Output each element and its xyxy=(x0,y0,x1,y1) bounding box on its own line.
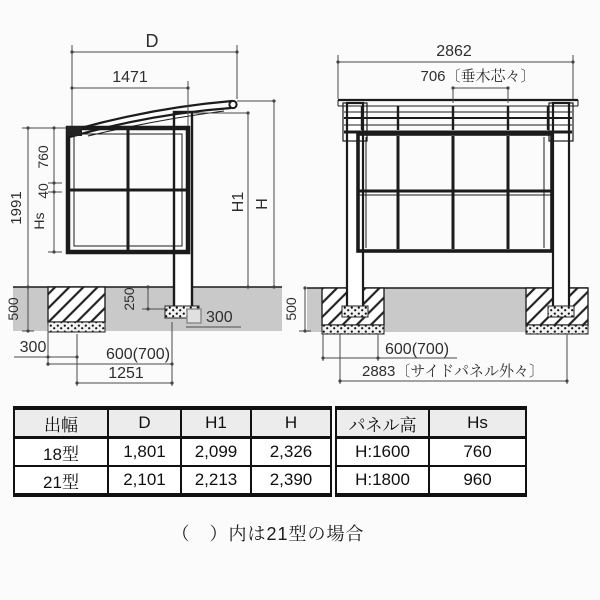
roof-band xyxy=(338,100,578,132)
spec-header-type: 出幅 xyxy=(14,408,108,438)
roof-bracket xyxy=(67,126,82,136)
front-panel-grid xyxy=(358,134,552,251)
spec-cell: 2,390 xyxy=(251,466,331,495)
panel-cell: 960 xyxy=(429,466,526,495)
spec-table xyxy=(13,406,332,497)
roof-arc-inner xyxy=(88,111,224,136)
foundation-gravel-left xyxy=(322,325,384,334)
panel-header-hs: Hs xyxy=(429,408,526,438)
front-view-dims xyxy=(299,55,575,384)
dim-depth-D: D xyxy=(145,31,159,51)
dim-250: 250 xyxy=(121,287,137,311)
dim-706-rafter: 706〔垂木芯々〕 xyxy=(420,68,536,85)
dim-500-left: 500 xyxy=(5,297,21,321)
spec-table-header-row xyxy=(14,408,331,438)
spec-cell: 1,801 xyxy=(108,438,181,467)
spec-cell: 2,213 xyxy=(181,466,251,495)
roof-tip-cap xyxy=(229,101,236,108)
panel-row-1600 xyxy=(336,438,526,467)
dim-H1: H1 xyxy=(230,191,247,213)
footing-square-symbol xyxy=(187,309,201,323)
spec-cell: 2,326 xyxy=(251,438,331,467)
dim-2883-side-panel: 2883〔サイドパネル外々〕 xyxy=(361,363,545,380)
post-left-gravel xyxy=(342,306,368,317)
post-right xyxy=(553,103,569,315)
panel-height-table xyxy=(335,406,527,497)
dim-600-700-right: 600(700) xyxy=(385,341,450,358)
dim-1251: 1251 xyxy=(108,365,144,382)
dim-1471: 1471 xyxy=(112,69,148,86)
spec-row-21 xyxy=(14,466,331,495)
panel-header-height: パネル高 xyxy=(336,408,429,438)
dim-Hs: Hs xyxy=(31,212,47,230)
spec-cell: 2,101 xyxy=(108,466,181,495)
dim-2862: 2862 xyxy=(436,43,472,60)
spec-cell: 21型 xyxy=(14,466,108,495)
spec-header-h: H xyxy=(251,408,331,438)
front-view-diagram xyxy=(283,43,588,384)
dim-H: H xyxy=(254,198,271,210)
foundation-gravel-right xyxy=(526,325,588,334)
dim-300-bottom: 300 xyxy=(19,339,47,356)
dim-600-700-left: 600(700) xyxy=(105,346,171,363)
panel-cell: H:1600 xyxy=(336,438,429,467)
dim-40: 40 xyxy=(35,183,51,199)
side-view-diagram xyxy=(5,31,282,386)
panel-table-header-row xyxy=(336,408,526,438)
post-right-gravel xyxy=(548,306,574,317)
spec-cell: 18型 xyxy=(14,438,108,467)
spec-header-d: D xyxy=(108,408,181,438)
dim-760: 760 xyxy=(35,145,51,169)
side-view-dims xyxy=(14,45,276,386)
foundation-block xyxy=(48,287,105,322)
panel-cell: H:1800 xyxy=(336,466,429,495)
panel-cell: 760 xyxy=(429,438,526,467)
dim-1991: 1991 xyxy=(8,191,25,225)
dim-500-right: 500 xyxy=(283,297,299,321)
footnote: （ ）内は21型の場合 xyxy=(171,524,365,544)
spec-row-18 xyxy=(14,438,331,467)
spec-cell: 2,099 xyxy=(181,438,251,467)
foundation-gravel xyxy=(48,322,105,332)
dim-square-300: 300 xyxy=(206,309,233,326)
spec-header-h1: H1 xyxy=(181,408,251,438)
panel-row-1800 xyxy=(336,466,526,495)
